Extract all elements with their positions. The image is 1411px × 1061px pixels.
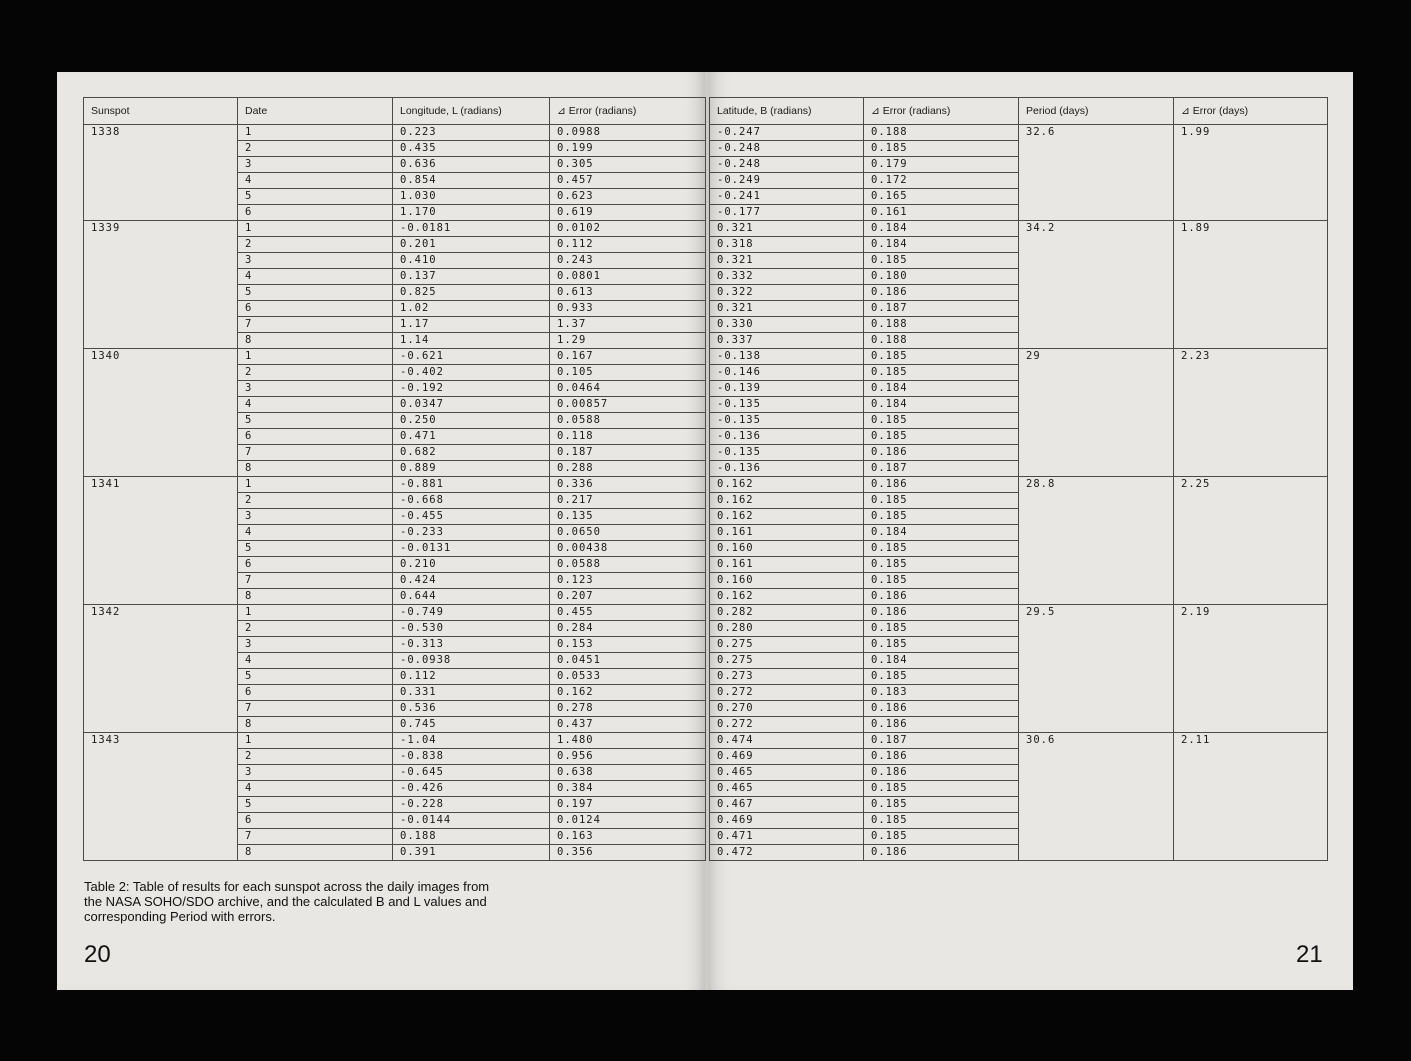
date-cell: 1 [238,349,393,365]
latitude-cell: 0.337 [710,333,864,349]
longitude-error-cell: 1.480 [550,733,706,749]
latitude-cell: 0.469 [710,813,864,829]
period-cell: 34.2 [1019,221,1174,349]
date-cell: 8 [238,589,393,605]
latitude-cell: -0.177 [710,205,864,221]
latitude-cell: 0.275 [710,653,864,669]
longitude-error-cell: 0.0801 [550,269,706,285]
latitude-error-cell: 0.161 [864,205,1019,221]
latitude-error-cell: 0.186 [864,749,1019,765]
longitude-cell: 0.644 [393,589,550,605]
table-row [710,477,1328,493]
longitude-cell: 0.682 [393,445,550,461]
latitude-error-cell: 0.185 [864,573,1019,589]
latitude-cell: 0.162 [710,493,864,509]
table-row [84,733,706,749]
longitude-error-cell: 0.153 [550,637,706,653]
date-cell: 5 [238,541,393,557]
longitude-error-cell: 0.0588 [550,557,706,573]
latitude-cell: 0.465 [710,781,864,797]
latitude-cell: 0.321 [710,221,864,237]
period-cell: 29.5 [1019,605,1174,733]
longitude-error-cell: 0.288 [550,461,706,477]
latitude-cell: 0.161 [710,557,864,573]
longitude-error-cell: 0.00438 [550,541,706,557]
longitude-error-cell: 0.278 [550,701,706,717]
latitude-cell: -0.241 [710,189,864,205]
latitude-cell: 0.467 [710,797,864,813]
latitude-cell: -0.135 [710,397,864,413]
latitude-error-cell: 0.186 [864,845,1019,861]
date-cell: 2 [238,365,393,381]
latitude-error-cell: 0.185 [864,669,1019,685]
longitude-cell: 0.435 [393,141,550,157]
latitude-cell: 0.270 [710,701,864,717]
longitude-error-cell: 0.162 [550,685,706,701]
latitude-error-cell: 0.180 [864,269,1019,285]
sunspot-id-cell: 1343 [84,733,238,861]
latitude-error-cell: 0.186 [864,605,1019,621]
longitude-cell: -0.0131 [393,541,550,557]
latitude-error-cell: 0.185 [864,253,1019,269]
date-cell: 2 [238,621,393,637]
period-error-cell: 1.89 [1174,221,1328,349]
latitude-cell: 0.162 [710,589,864,605]
longitude-error-cell: 1.37 [550,317,706,333]
longitude-cell: -0.0181 [393,221,550,237]
date-cell: 2 [238,141,393,157]
longitude-cell: -0.455 [393,509,550,525]
longitude-cell: -0.426 [393,781,550,797]
column-header-period: Period (days) [1019,98,1174,125]
latitude-error-cell: 0.165 [864,189,1019,205]
latitude-error-cell: 0.186 [864,589,1019,605]
column-header-longitude-error: ⊿ Error (radians) [550,98,706,125]
table-caption: Table 2: Table of results for each sunspot across the daily images from the NASA SOHO/SDO archive, and the calculated B and L values and corresponding Period with errors. [84,879,490,924]
latitude-error-cell: 0.185 [864,557,1019,573]
longitude-cell: -0.233 [393,525,550,541]
latitude-error-cell: 0.185 [864,829,1019,845]
longitude-cell: 0.0347 [393,397,550,413]
table-row [710,221,1328,237]
latitude-cell: -0.135 [710,413,864,429]
longitude-cell: -0.645 [393,765,550,781]
date-cell: 6 [238,429,393,445]
column-header-date: Date [238,98,393,125]
longitude-error-cell: 0.187 [550,445,706,461]
period-error-cell: 2.25 [1174,477,1328,605]
longitude-cell: -0.402 [393,365,550,381]
latitude-error-cell: 0.185 [864,621,1019,637]
longitude-cell: -0.313 [393,637,550,653]
date-cell: 2 [238,237,393,253]
latitude-error-cell: 0.188 [864,317,1019,333]
latitude-cell: -0.146 [710,365,864,381]
date-cell: 3 [238,509,393,525]
period-error-cell: 1.99 [1174,125,1328,221]
latitude-error-cell: 0.186 [864,445,1019,461]
longitude-error-cell: 0.243 [550,253,706,269]
column-header-sunspot: Sunspot [84,98,238,125]
longitude-error-cell: 0.112 [550,237,706,253]
latitude-cell: 0.161 [710,525,864,541]
period-cell: 29 [1019,349,1174,477]
column-header-latitude: Latitude, B (radians) [710,98,864,125]
latitude-error-cell: 0.185 [864,781,1019,797]
latitude-cell: 0.472 [710,845,864,861]
table-row [710,125,1328,141]
sunspot-id-cell: 1339 [84,221,238,349]
table-row [710,349,1328,365]
latitude-error-cell: 0.186 [864,285,1019,301]
date-cell: 6 [238,685,393,701]
latitude-cell: 0.273 [710,669,864,685]
date-cell: 1 [238,477,393,493]
table-row [84,125,706,141]
latitude-cell: 0.321 [710,253,864,269]
period-error-cell: 2.19 [1174,605,1328,733]
latitude-cell: 0.318 [710,237,864,253]
date-cell: 5 [238,669,393,685]
date-cell: 4 [238,397,393,413]
date-cell: 5 [238,285,393,301]
latitude-error-cell: 0.185 [864,365,1019,381]
date-cell: 6 [238,205,393,221]
longitude-cell: -0.530 [393,621,550,637]
latitude-cell: 0.321 [710,301,864,317]
latitude-cell: 0.469 [710,749,864,765]
latitude-cell: 0.162 [710,477,864,493]
longitude-cell: -0.838 [393,749,550,765]
latitude-cell: 0.474 [710,733,864,749]
longitude-cell: 1.030 [393,189,550,205]
table-row [84,349,706,365]
longitude-cell: -1.04 [393,733,550,749]
latitude-cell: 0.280 [710,621,864,637]
date-cell: 2 [238,749,393,765]
latitude-cell: 0.272 [710,685,864,701]
page-number-right: 21 [1296,941,1323,968]
longitude-error-cell: 0.217 [550,493,706,509]
longitude-error-cell: 0.0102 [550,221,706,237]
date-cell: 2 [238,493,393,509]
longitude-error-cell: 0.0464 [550,381,706,397]
date-cell: 7 [238,701,393,717]
table-header-row [710,98,1328,125]
longitude-cell: 1.170 [393,205,550,221]
latitude-cell: -0.139 [710,381,864,397]
date-cell: 3 [238,253,393,269]
latitude-cell: -0.249 [710,173,864,189]
longitude-error-cell: 0.163 [550,829,706,845]
sunspot-id-cell: 1341 [84,477,238,605]
date-cell: 5 [238,413,393,429]
latitude-cell: 0.275 [710,637,864,653]
longitude-cell: 0.854 [393,173,550,189]
longitude-cell: 0.250 [393,413,550,429]
latitude-cell: 0.272 [710,717,864,733]
latitude-error-cell: 0.185 [864,349,1019,365]
date-cell: 3 [238,157,393,173]
latitude-cell: -0.135 [710,445,864,461]
latitude-cell: -0.138 [710,349,864,365]
longitude-cell: 0.223 [393,125,550,141]
longitude-error-cell: 0.284 [550,621,706,637]
longitude-error-cell: 0.956 [550,749,706,765]
longitude-error-cell: 0.336 [550,477,706,493]
date-cell: 3 [238,637,393,653]
longitude-error-cell: 1.29 [550,333,706,349]
latitude-error-cell: 0.186 [864,765,1019,781]
latitude-error-cell: 0.185 [864,813,1019,829]
longitude-cell: -0.0144 [393,813,550,829]
latitude-cell: 0.332 [710,269,864,285]
table-row [710,733,1328,749]
longitude-cell: -0.0938 [393,653,550,669]
date-cell: 4 [238,781,393,797]
date-cell: 4 [238,269,393,285]
latitude-error-cell: 0.184 [864,525,1019,541]
latitude-cell: 0.465 [710,765,864,781]
latitude-error-cell: 0.185 [864,493,1019,509]
longitude-cell: -0.749 [393,605,550,621]
latitude-error-cell: 0.184 [864,397,1019,413]
longitude-cell: 1.02 [393,301,550,317]
latitude-error-cell: 0.172 [864,173,1019,189]
latitude-error-cell: 0.179 [864,157,1019,173]
date-cell: 3 [238,765,393,781]
latitude-cell: -0.248 [710,141,864,157]
latitude-error-cell: 0.185 [864,797,1019,813]
longitude-error-cell: 0.123 [550,573,706,589]
date-cell: 7 [238,317,393,333]
latitude-cell: 0.330 [710,317,864,333]
date-cell: 7 [238,829,393,845]
longitude-cell: 0.391 [393,845,550,861]
table-row [84,605,706,621]
results-table-left [83,97,706,861]
date-cell: 4 [238,525,393,541]
period-cell: 28.8 [1019,477,1174,605]
period-cell: 32.6 [1019,125,1174,221]
date-cell: 1 [238,605,393,621]
latitude-cell: 0.160 [710,541,864,557]
date-cell: 4 [238,173,393,189]
sunspot-id-cell: 1340 [84,349,238,477]
longitude-cell: 0.112 [393,669,550,685]
longitude-cell: 0.745 [393,717,550,733]
longitude-cell: 0.889 [393,461,550,477]
latitude-error-cell: 0.188 [864,125,1019,141]
longitude-cell: 0.210 [393,557,550,573]
latitude-cell: 0.322 [710,285,864,301]
latitude-error-cell: 0.183 [864,685,1019,701]
date-cell: 1 [238,221,393,237]
latitude-cell: 0.162 [710,509,864,525]
longitude-error-cell: 0.305 [550,157,706,173]
latitude-error-cell: 0.186 [864,717,1019,733]
date-cell: 7 [238,573,393,589]
latitude-cell: -0.136 [710,461,864,477]
latitude-error-cell: 0.188 [864,333,1019,349]
longitude-error-cell: 0.437 [550,717,706,733]
date-cell: 8 [238,845,393,861]
latitude-error-cell: 0.184 [864,381,1019,397]
longitude-cell: 0.471 [393,429,550,445]
longitude-error-cell: 0.135 [550,509,706,525]
column-header-longitude: Longitude, L (radians) [393,98,550,125]
longitude-error-cell: 0.0533 [550,669,706,685]
latitude-cell: 0.282 [710,605,864,621]
date-cell: 8 [238,461,393,477]
table-row [710,605,1328,621]
sunspot-id-cell: 1338 [84,125,238,221]
period-error-cell: 2.23 [1174,349,1328,477]
longitude-cell: 0.636 [393,157,550,173]
latitude-error-cell: 0.184 [864,237,1019,253]
date-cell: 1 [238,125,393,141]
longitude-cell: 0.424 [393,573,550,589]
latitude-error-cell: 0.185 [864,509,1019,525]
latitude-cell: 0.160 [710,573,864,589]
latitude-error-cell: 0.186 [864,701,1019,717]
longitude-error-cell: 0.455 [550,605,706,621]
longitude-cell: -0.621 [393,349,550,365]
latitude-error-cell: 0.187 [864,733,1019,749]
latitude-error-cell: 0.185 [864,141,1019,157]
longitude-cell: 0.137 [393,269,550,285]
column-header-period-error: ⊿ Error (days) [1174,98,1328,125]
latitude-cell: -0.248 [710,157,864,173]
longitude-error-cell: 0.638 [550,765,706,781]
longitude-error-cell: 0.0124 [550,813,706,829]
longitude-cell: 0.536 [393,701,550,717]
longitude-error-cell: 0.105 [550,365,706,381]
longitude-error-cell: 0.384 [550,781,706,797]
longitude-error-cell: 0.0451 [550,653,706,669]
date-cell: 8 [238,333,393,349]
longitude-cell: 0.331 [393,685,550,701]
period-error-cell: 2.11 [1174,733,1328,861]
longitude-cell: 0.410 [393,253,550,269]
longitude-cell: -0.192 [393,381,550,397]
table-row [84,477,706,493]
date-cell: 5 [238,189,393,205]
latitude-error-cell: 0.184 [864,653,1019,669]
latitude-cell: 0.471 [710,829,864,845]
latitude-error-cell: 0.185 [864,413,1019,429]
longitude-error-cell: 0.199 [550,141,706,157]
table-header-row [84,98,706,125]
longitude-cell: 1.17 [393,317,550,333]
longitude-error-cell: 0.207 [550,589,706,605]
longitude-cell: 1.14 [393,333,550,349]
sunspot-id-cell: 1342 [84,605,238,733]
longitude-error-cell: 0.0588 [550,413,706,429]
longitude-cell: 0.201 [393,237,550,253]
latitude-error-cell: 0.186 [864,477,1019,493]
date-cell: 3 [238,381,393,397]
date-cell: 1 [238,733,393,749]
longitude-error-cell: 0.0650 [550,525,706,541]
longitude-cell: -0.881 [393,477,550,493]
longitude-error-cell: 0.118 [550,429,706,445]
longitude-error-cell: 0.167 [550,349,706,365]
longitude-cell: 0.825 [393,285,550,301]
date-cell: 4 [238,653,393,669]
date-cell: 5 [238,797,393,813]
longitude-cell: -0.228 [393,797,550,813]
date-cell: 6 [238,813,393,829]
date-cell: 7 [238,445,393,461]
longitude-error-cell: 0.623 [550,189,706,205]
longitude-error-cell: 0.197 [550,797,706,813]
longitude-error-cell: 0.457 [550,173,706,189]
date-cell: 8 [238,717,393,733]
latitude-cell: -0.136 [710,429,864,445]
page-number-left: 20 [84,941,111,968]
longitude-error-cell: 0.933 [550,301,706,317]
latitude-error-cell: 0.187 [864,461,1019,477]
date-cell: 6 [238,557,393,573]
latitude-error-cell: 0.185 [864,541,1019,557]
longitude-error-cell: 0.619 [550,205,706,221]
longitude-error-cell: 0.613 [550,285,706,301]
latitude-error-cell: 0.184 [864,221,1019,237]
table-row [84,221,706,237]
results-table-right [709,97,1328,861]
longitude-cell: 0.188 [393,829,550,845]
longitude-error-cell: 0.356 [550,845,706,861]
longitude-error-cell: 0.00857 [550,397,706,413]
period-cell: 30.6 [1019,733,1174,861]
latitude-cell: -0.247 [710,125,864,141]
column-header-latitude-error: ⊿ Error (radians) [864,98,1019,125]
longitude-error-cell: 0.0988 [550,125,706,141]
date-cell: 6 [238,301,393,317]
longitude-cell: -0.668 [393,493,550,509]
latitude-error-cell: 0.187 [864,301,1019,317]
latitude-error-cell: 0.185 [864,429,1019,445]
latitude-error-cell: 0.185 [864,637,1019,653]
